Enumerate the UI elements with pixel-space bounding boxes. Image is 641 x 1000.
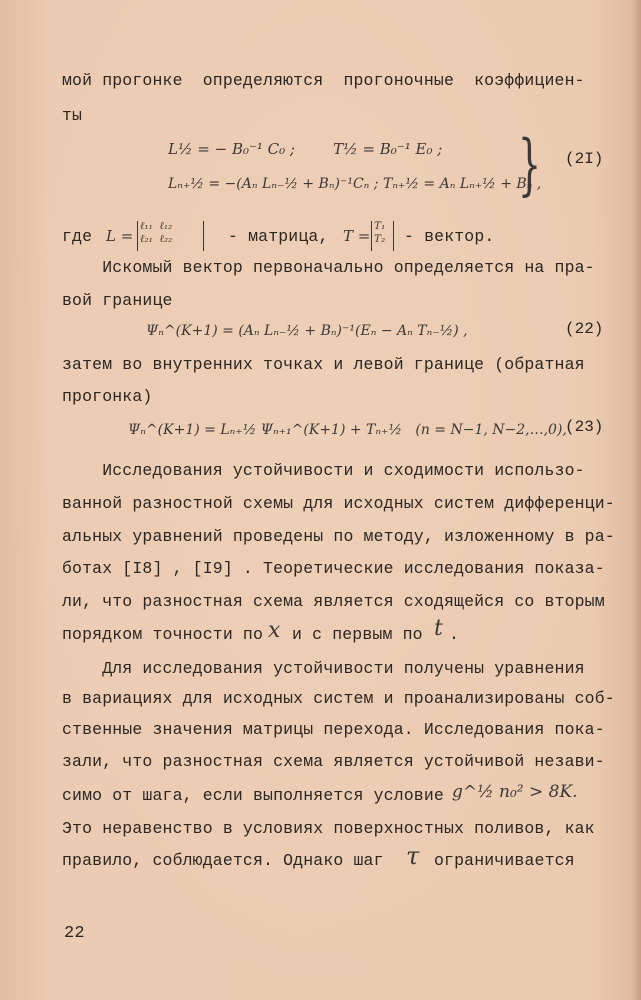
- text-line-5: затем во внутренних точках и левой границе (обратная: [62, 355, 585, 374]
- page-edge-shadow: [631, 0, 641, 1000]
- L-matrix-row-2: ℓ₂₁ ℓ₂₂: [140, 233, 173, 245]
- equation-21-line-2: Lₙ₊½ = −(Aₙ Lₙ₋½ + Bₙ)⁻¹Cₙ ; Tₙ₊½ = Aₙ Lₙ₊½ + Bₙ ,: [168, 176, 542, 192]
- equation-22-number: (22): [565, 320, 604, 338]
- matrix-left-bar: [137, 221, 138, 251]
- stability-condition: g^½ n₀² > 8K.: [452, 782, 578, 802]
- equation-23: Ψₙ^(K+1) = Lₙ₊½ Ψₙ₊₁^(K+1) + Tₙ₊½ (n = N−1, N−2,…,0),: [128, 422, 567, 438]
- text-line-4: вой границе: [62, 291, 173, 310]
- L-matrix-row-1: ℓ₁₁ ℓ₁₂: [140, 220, 173, 232]
- text-line-7: Исследования устойчивости и сходимости использо-: [62, 461, 585, 480]
- text-matrix-label: - матрица,: [228, 227, 329, 246]
- text-line-8: ванной разностной схемы для исходных систем дифференци-: [62, 494, 615, 513]
- text-vector-label: - вектор.: [404, 227, 495, 246]
- text-line-18: Это неравенство в условиях поверхностных поливов, как: [62, 819, 595, 838]
- L-definition-label: L =: [106, 227, 134, 245]
- text-line-19: правило, соблюдается. Однако шаг: [62, 851, 384, 870]
- page-number: 22: [64, 924, 85, 943]
- text-line-6: прогонка): [62, 387, 153, 406]
- T-vector-row-1: T₁: [374, 220, 386, 232]
- vector-right-bar: [393, 221, 394, 251]
- variable-x: x: [268, 618, 281, 643]
- text-line-19b: ограничивается: [434, 851, 575, 870]
- text-line-3: Искомый вектор первоначально определяется на пра-: [62, 258, 595, 277]
- text-line-12: порядком точности по: [62, 625, 264, 644]
- text-line-9: альных уравнений проведены по методу, изложенному в ра-: [62, 527, 615, 546]
- T-definition-label: T =: [343, 227, 371, 245]
- text-line-13: Для исследования устойчивости получены уравнения: [62, 659, 585, 678]
- text-line-where: где: [62, 227, 93, 246]
- vector-left-bar: [371, 221, 372, 251]
- text-line-11: ли, что разностная схема является сходящейся со вторым: [62, 592, 605, 611]
- variable-t: t: [434, 616, 443, 641]
- right-brace-icon: }: [518, 126, 542, 203]
- variable-tau: τ: [406, 842, 420, 870]
- text-line-17: симо от шага, если выполняется условие: [62, 786, 444, 805]
- T-vector-row-2: T₂: [374, 233, 386, 245]
- equation-21-number: (2I): [565, 150, 604, 168]
- matrix-right-bar: [203, 221, 204, 251]
- text-line-10: ботах [I8] , [I9] . Теоретические исследования показа-: [62, 559, 605, 578]
- equation-21-line-1: L½ = − B₀⁻¹ C₀ ; T½ = B₀⁻¹ E₀ ;: [168, 140, 443, 158]
- equation-23-number: (23): [565, 418, 604, 436]
- text-line-16: зали, что разностная схема является устойчивой незави-: [62, 752, 605, 771]
- text-line-1: мой прогонке определяются прогоночные коэффициен-: [62, 71, 585, 90]
- text-line-15: ственные значения матрицы перехода. Исследования пока-: [62, 720, 605, 739]
- text-line-12b: и с первым по: [292, 625, 423, 644]
- text-line-14: в вариациях для исходных систем и проанализированы соб-: [62, 689, 615, 708]
- equation-22: Ψₙ^(K+1) = (Aₙ Lₙ₋½ + Bₙ)⁻¹(Eₙ − Aₙ Tₙ₋½) ,: [146, 323, 468, 339]
- text-line-2: ты: [62, 106, 83, 125]
- sentence-end-dot: .: [449, 625, 460, 644]
